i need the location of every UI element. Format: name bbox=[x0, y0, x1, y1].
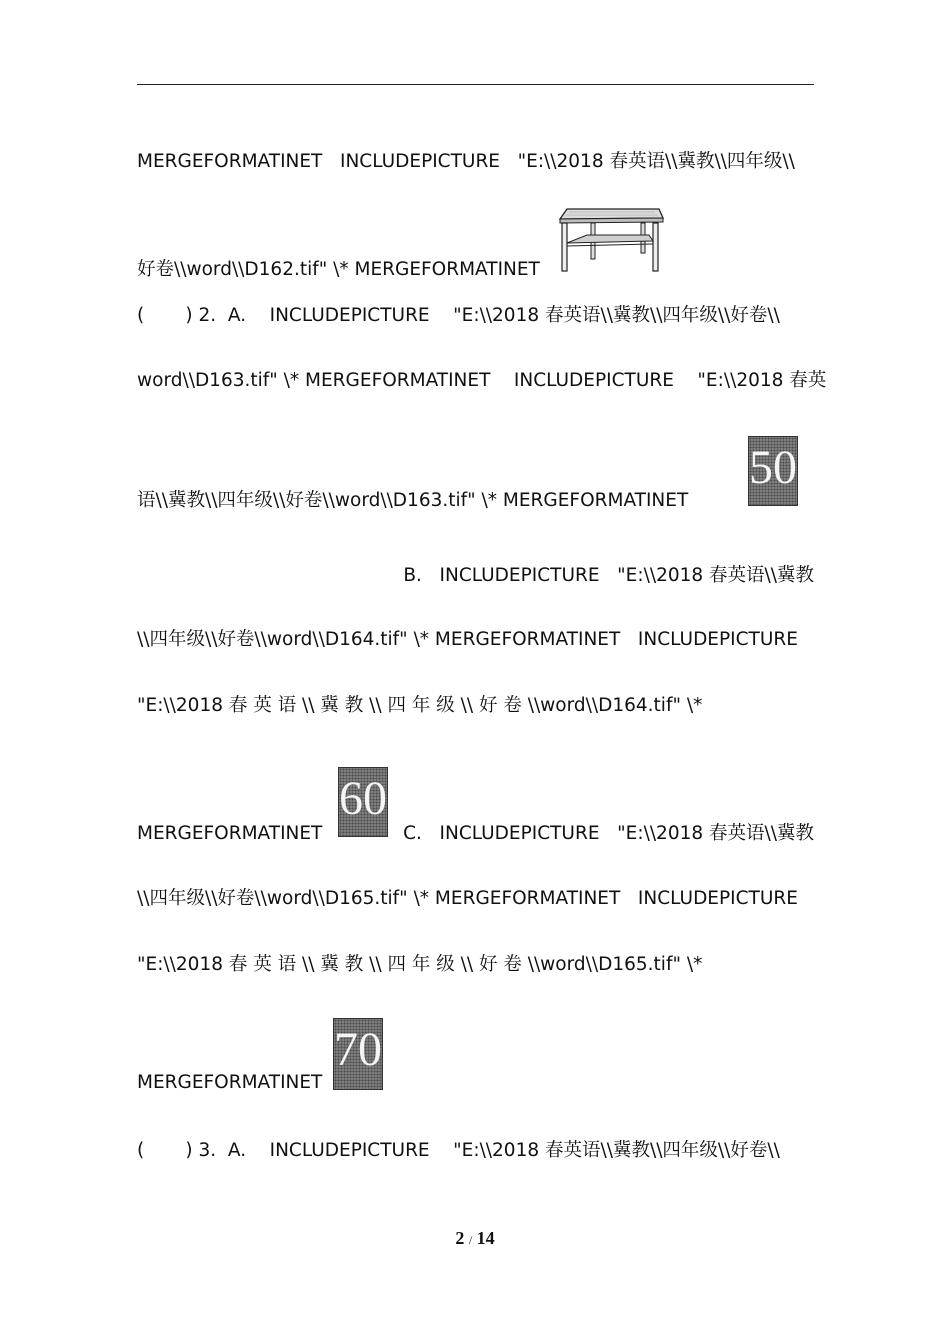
header-rule bbox=[137, 84, 814, 85]
text-line-10: \\四年级\\好卷\\word\\D165.tif" \* MERGEFORMATINET INCLUDEPICTURE bbox=[137, 888, 798, 909]
number-50-image: 50 bbox=[748, 436, 798, 506]
text-line-12: MERGEFORMATINET bbox=[137, 1072, 323, 1093]
text-line-9b: C. INCLUDEPICTURE "E:\\2018 春英语\\冀教 bbox=[403, 823, 814, 844]
text-line-4: word\\D163.tif" \* MERGEFORMATINET INCLUDEPICTURE "E:\\2018 春英 bbox=[137, 370, 827, 391]
page-separator: / bbox=[468, 1233, 473, 1247]
text-line-11: "E:\\2018 春 英 语 \\ 冀 教 \\ 四 年 级 \\ 好 卷 \\word\\D165.tif" \* bbox=[137, 954, 703, 975]
page-total: 14 bbox=[476, 1228, 495, 1248]
table-image bbox=[557, 207, 665, 275]
text-line-3: ( ) 2. A. INCLUDEPICTURE "E:\\2018 春英语\\冀教\\四年级\\好卷\\ bbox=[137, 305, 780, 326]
text-line-13: ( ) 3. A. INCLUDEPICTURE "E:\\2018 春英语\\冀教\\四年级\\好卷\\ bbox=[137, 1140, 780, 1161]
text-line-8: "E:\\2018 春 英 语 \\ 冀 教 \\ 四 年 级 \\ 好 卷 \\word\\D164.tif" \* bbox=[137, 695, 703, 716]
text-line-2: 好卷\\word\\D162.tif" \* MERGEFORMATINET bbox=[137, 259, 540, 280]
text-line-1: MERGEFORMATINET INCLUDEPICTURE "E:\\2018 春英语\\冀教\\四年级\\ bbox=[137, 151, 795, 172]
number-60-image: 60 bbox=[338, 767, 388, 837]
text-line-7: \\四年级\\好卷\\word\\D164.tif" \* MERGEFORMATINET INCLUDEPICTURE bbox=[137, 629, 798, 650]
text-line-9a: MERGEFORMATINET bbox=[137, 823, 323, 844]
number-70-image: 70 bbox=[333, 1018, 383, 1090]
text-line-5: 语\\冀教\\四年级\\好卷\\word\\D163.tif" \* MERGEFORMATINET bbox=[137, 490, 689, 511]
page-footer bbox=[0, 1228, 950, 1249]
text-line-6: B. INCLUDEPICTURE "E:\\2018 春英语\\冀教 bbox=[403, 565, 814, 586]
page-number: 2 bbox=[455, 1228, 465, 1248]
